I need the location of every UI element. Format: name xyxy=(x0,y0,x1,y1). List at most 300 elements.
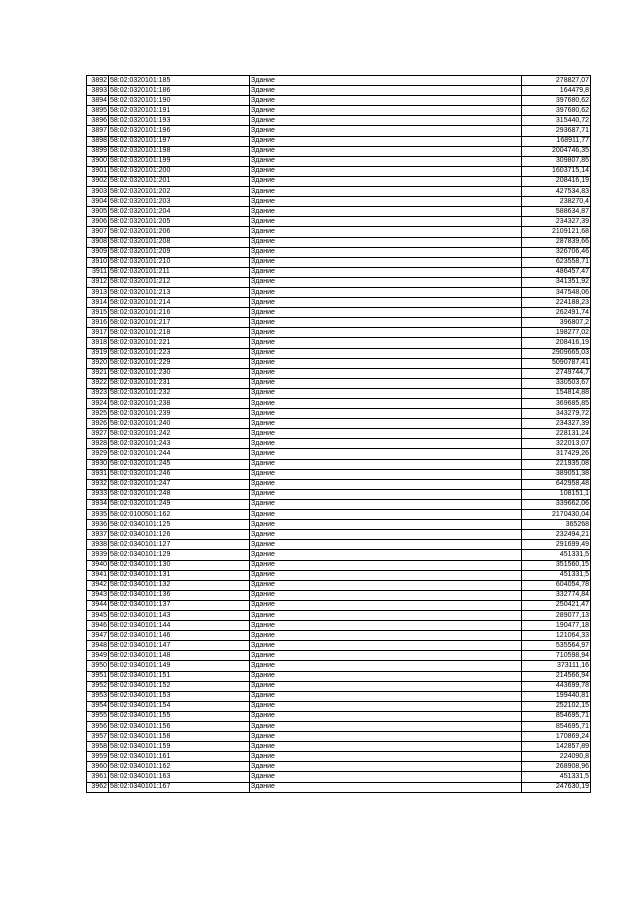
table-row xyxy=(87,499,591,509)
row-number-cell: 3913 xyxy=(87,287,109,297)
cadastral-number-cell: 58:02:0340101:132 xyxy=(109,580,250,590)
row-number-cell: 3947 xyxy=(87,631,109,641)
row-number-cell: 3916 xyxy=(87,318,109,328)
object-type-cell: Здание xyxy=(250,449,522,459)
object-type-cell: Здание xyxy=(250,287,522,297)
row-number-cell: 3962 xyxy=(87,782,109,792)
object-type-cell: Здание xyxy=(250,267,522,277)
row-number-cell: 3931 xyxy=(87,469,109,479)
cadastral-number-cell: 58:02:0320101:205 xyxy=(109,217,250,227)
cadastral-value-cell: 228131,24 xyxy=(522,429,591,439)
object-type-cell: Здание xyxy=(250,762,522,772)
cadastral-value-cell: 604054,78 xyxy=(522,580,591,590)
cadastral-value-cell: 351560,15 xyxy=(522,560,591,570)
object-type-cell: Здание xyxy=(250,782,522,792)
table-row xyxy=(87,772,591,782)
cadastral-number-cell: 58:02:0340101:130 xyxy=(109,560,250,570)
cadastral-value-cell: 278827,07 xyxy=(522,76,591,86)
table-row xyxy=(87,267,591,277)
cadastral-value-cell: 389051,38 xyxy=(522,469,591,479)
object-type-cell: Здание xyxy=(250,257,522,267)
cadastral-value-cell: 451331,5 xyxy=(522,570,591,580)
table-row xyxy=(87,681,591,691)
cadastral-value-cell: 854695,71 xyxy=(522,711,591,721)
cadastral-value-cell: 330503,67 xyxy=(522,378,591,388)
table-row xyxy=(87,106,591,116)
cadastral-value-cell: 315440,72 xyxy=(522,116,591,126)
object-type-cell: Здание xyxy=(250,742,522,752)
object-type-cell: Здание xyxy=(250,540,522,550)
cadastral-number-cell: 58:02:0320101:209 xyxy=(109,247,250,257)
row-number-cell: 3948 xyxy=(87,641,109,651)
row-number-cell: 3949 xyxy=(87,651,109,661)
table-row xyxy=(87,560,591,570)
cadastral-number-cell: 58:02:0320101:212 xyxy=(109,277,250,287)
row-number-cell: 3897 xyxy=(87,126,109,136)
object-type-cell: Здание xyxy=(250,732,522,742)
cadastral-value-cell: 224090,8 xyxy=(522,752,591,762)
object-type-cell: Здание xyxy=(250,722,522,732)
object-type-cell: Здание xyxy=(250,499,522,509)
cadastral-number-cell: 58:02:0340101:161 xyxy=(109,752,250,762)
table-row xyxy=(87,631,591,641)
cadastral-number-cell: 58:02:0340101:131 xyxy=(109,570,250,580)
object-type-cell: Здание xyxy=(250,631,522,641)
cadastral-value-cell: 443699,78 xyxy=(522,681,591,691)
cadastral-value-cell: 322013,07 xyxy=(522,439,591,449)
cadastral-number-cell: 58:02:0320101:213 xyxy=(109,287,250,297)
object-type-cell: Здание xyxy=(250,560,522,570)
table-row xyxy=(87,136,591,146)
cadastral-number-cell: 58:02:0320101:244 xyxy=(109,449,250,459)
table-row xyxy=(87,166,591,176)
table-row xyxy=(87,489,591,499)
cadastral-value-cell: 854695,71 xyxy=(522,722,591,732)
cadastral-number-cell: 58:02:0320101:196 xyxy=(109,126,250,136)
cadastral-value-cell: 396807,2 xyxy=(522,318,591,328)
cadastral-value-cell: 1603715,14 xyxy=(522,166,591,176)
object-type-cell: Здание xyxy=(250,358,522,368)
table-row xyxy=(87,156,591,166)
table-row xyxy=(87,378,591,388)
row-number-cell: 3915 xyxy=(87,308,109,318)
table-row xyxy=(87,197,591,207)
row-number-cell: 3934 xyxy=(87,499,109,509)
cadastral-number-cell: 58:02:0320101:242 xyxy=(109,429,250,439)
cadastral-value-cell: 2109121,68 xyxy=(522,227,591,237)
cadastral-number-cell: 58:02:0320101:238 xyxy=(109,399,250,409)
table-row xyxy=(87,388,591,398)
row-number-cell: 3894 xyxy=(87,96,109,106)
table-row xyxy=(87,520,591,530)
row-number-cell: 3922 xyxy=(87,378,109,388)
cadastral-value-cell: 309807,85 xyxy=(522,156,591,166)
table-row xyxy=(87,207,591,217)
table-row xyxy=(87,439,591,449)
cadastral-number-cell: 58:02:0320101:202 xyxy=(109,187,250,197)
object-type-cell: Здание xyxy=(250,661,522,671)
cadastral-number-cell: 58:02:0320101:210 xyxy=(109,257,250,267)
object-type-cell: Здание xyxy=(250,711,522,721)
row-number-cell: 3918 xyxy=(87,338,109,348)
row-number-cell: 3930 xyxy=(87,459,109,469)
table-row xyxy=(87,782,591,792)
table-row xyxy=(87,257,591,267)
cadastral-value-cell: 588634,87 xyxy=(522,207,591,217)
cadastral-value-cell: 238270,4 xyxy=(522,197,591,207)
cadastral-value-cell: 247630,19 xyxy=(522,782,591,792)
table-row xyxy=(87,449,591,459)
table-row xyxy=(87,237,591,247)
object-type-cell: Здание xyxy=(250,510,522,520)
cadastral-number-cell: 58:02:0340101:136 xyxy=(109,590,250,600)
cadastral-number-cell: 58:02:0100501:162 xyxy=(109,510,250,520)
row-number-cell: 3925 xyxy=(87,409,109,419)
cadastral-value-cell: 427534,83 xyxy=(522,187,591,197)
cadastral-value-cell: 170869,24 xyxy=(522,732,591,742)
object-type-cell: Здание xyxy=(250,86,522,96)
row-number-cell: 3898 xyxy=(87,136,109,146)
cadastral-value-cell: 293687,71 xyxy=(522,126,591,136)
object-type-cell: Здание xyxy=(250,338,522,348)
cadastral-value-cell: 373111,16 xyxy=(522,661,591,671)
table-row xyxy=(87,742,591,752)
row-number-cell: 3893 xyxy=(87,86,109,96)
cadastral-value-cell: 252102,15 xyxy=(522,701,591,711)
cadastral-number-cell: 58:02:0340101:127 xyxy=(109,540,250,550)
cadastral-value-cell: 234327,39 xyxy=(522,419,591,429)
row-number-cell: 3906 xyxy=(87,217,109,227)
cadastral-value-cell: 486457,47 xyxy=(522,267,591,277)
object-type-cell: Здание xyxy=(250,368,522,378)
cadastral-number-cell: 58:02:0320101:232 xyxy=(109,388,250,398)
cadastral-number-cell: 58:02:0320101:185 xyxy=(109,76,250,86)
cadastral-value-cell: 142857,89 xyxy=(522,742,591,752)
object-type-cell: Здание xyxy=(250,439,522,449)
cadastral-value-cell: 339662,06 xyxy=(522,499,591,509)
cadastral-value-cell: 397680,62 xyxy=(522,96,591,106)
cadastral-number-cell: 58:02:0340101:149 xyxy=(109,661,250,671)
table-row xyxy=(87,661,591,671)
table-row xyxy=(87,358,591,368)
row-number-cell: 3909 xyxy=(87,247,109,257)
row-number-cell: 3935 xyxy=(87,510,109,520)
cadastral-value-cell: 642958,48 xyxy=(522,479,591,489)
table-row xyxy=(87,86,591,96)
table-row xyxy=(87,711,591,721)
table-row xyxy=(87,641,591,651)
cadastral-value-cell: 198277,02 xyxy=(522,328,591,338)
table-row xyxy=(87,227,591,237)
cadastral-number-cell: 58:02:0320101:208 xyxy=(109,237,250,247)
cadastral-number-cell: 58:02:0340101:143 xyxy=(109,610,250,620)
object-type-cell: Здание xyxy=(250,651,522,661)
row-number-cell: 3946 xyxy=(87,621,109,631)
cadastral-value-cell: 291699,49 xyxy=(522,540,591,550)
object-type-cell: Здание xyxy=(250,641,522,651)
object-type-cell: Здание xyxy=(250,197,522,207)
cadastral-number-cell: 58:02:0320101:204 xyxy=(109,207,250,217)
row-number-cell: 3902 xyxy=(87,176,109,186)
table-row xyxy=(87,247,591,257)
row-number-cell: 3901 xyxy=(87,166,109,176)
table-row xyxy=(87,722,591,732)
object-type-cell: Здание xyxy=(250,146,522,156)
cadastral-number-cell: 58:02:0320101:247 xyxy=(109,479,250,489)
object-type-cell: Здание xyxy=(250,621,522,631)
row-number-cell: 3945 xyxy=(87,610,109,620)
object-type-cell: Здание xyxy=(250,277,522,287)
row-number-cell: 3961 xyxy=(87,772,109,782)
cadastral-number-cell: 58:02:0320101:193 xyxy=(109,116,250,126)
cadastral-number-cell: 58:02:0320101:229 xyxy=(109,358,250,368)
row-number-cell: 3907 xyxy=(87,227,109,237)
cadastral-number-cell: 58:02:0320101:243 xyxy=(109,439,250,449)
cadastral-value-cell: 2004746,35 xyxy=(522,146,591,156)
table-row xyxy=(87,752,591,762)
cadastral-value-cell: 168911,77 xyxy=(522,136,591,146)
table-row xyxy=(87,580,591,590)
object-type-cell: Здание xyxy=(250,378,522,388)
cadastral-value-cell: 108151,1 xyxy=(522,489,591,499)
cadastral-number-cell: 58:02:0320101:214 xyxy=(109,298,250,308)
row-number-cell: 3908 xyxy=(87,237,109,247)
cadastral-number-cell: 58:02:0320101:201 xyxy=(109,176,250,186)
row-number-cell: 3943 xyxy=(87,590,109,600)
table-row xyxy=(87,691,591,701)
row-number-cell: 3914 xyxy=(87,298,109,308)
cadastral-value-cell: 221935,08 xyxy=(522,459,591,469)
object-type-cell: Здание xyxy=(250,479,522,489)
cadastral-value-cell: 250421,47 xyxy=(522,600,591,610)
cadastral-number-cell: 58:02:0340101:137 xyxy=(109,600,250,610)
row-number-cell: 3932 xyxy=(87,479,109,489)
table-row xyxy=(87,459,591,469)
row-number-cell: 3940 xyxy=(87,560,109,570)
object-type-cell: Здание xyxy=(250,671,522,681)
table-row xyxy=(87,570,591,580)
object-type-cell: Здание xyxy=(250,489,522,499)
cadastral-value-cell: 623558,71 xyxy=(522,257,591,267)
row-number-cell: 3958 xyxy=(87,742,109,752)
row-number-cell: 3923 xyxy=(87,388,109,398)
row-number-cell: 3933 xyxy=(87,489,109,499)
object-type-cell: Здание xyxy=(250,136,522,146)
object-type-cell: Здание xyxy=(250,530,522,540)
table-row xyxy=(87,187,591,197)
row-number-cell: 3959 xyxy=(87,752,109,762)
object-type-cell: Здание xyxy=(250,419,522,429)
object-type-cell: Здание xyxy=(250,247,522,257)
object-type-cell: Здание xyxy=(250,116,522,126)
row-number-cell: 3912 xyxy=(87,277,109,287)
cadastral-value-cell: 154814,88 xyxy=(522,388,591,398)
object-type-cell: Здание xyxy=(250,520,522,530)
cadastral-number-cell: 58:02:0340101:152 xyxy=(109,681,250,691)
table-row xyxy=(87,308,591,318)
cadastral-number-cell: 58:02:0320101:203 xyxy=(109,197,250,207)
row-number-cell: 3927 xyxy=(87,429,109,439)
table-row xyxy=(87,762,591,772)
cadastral-value-cell: 451331,5 xyxy=(522,550,591,560)
cadastral-number-cell: 58:02:0320101:245 xyxy=(109,459,250,469)
cadastral-number-cell: 58:02:0320101:206 xyxy=(109,227,250,237)
object-type-cell: Здание xyxy=(250,106,522,116)
table-row xyxy=(87,126,591,136)
cadastral-value-cell: 326706,46 xyxy=(522,247,591,257)
object-type-cell: Здание xyxy=(250,681,522,691)
cadastral-number-cell: 58:02:0340101:144 xyxy=(109,621,250,631)
object-type-cell: Здание xyxy=(250,590,522,600)
cadastral-number-cell: 58:02:0320101:186 xyxy=(109,86,250,96)
row-number-cell: 3926 xyxy=(87,419,109,429)
row-number-cell: 3936 xyxy=(87,520,109,530)
table-row xyxy=(87,530,591,540)
cadastral-number-cell: 58:02:0320101:218 xyxy=(109,328,250,338)
object-type-cell: Здание xyxy=(250,328,522,338)
object-type-cell: Здание xyxy=(250,409,522,419)
cadastral-value-cell: 289077,13 xyxy=(522,610,591,620)
object-type-cell: Здание xyxy=(250,318,522,328)
object-type-cell: Здание xyxy=(250,187,522,197)
row-number-cell: 3892 xyxy=(87,76,109,86)
table-row xyxy=(87,419,591,429)
cadastral-number-cell: 58:02:0340101:156 xyxy=(109,722,250,732)
object-type-cell: Здание xyxy=(250,772,522,782)
object-type-cell: Здание xyxy=(250,550,522,560)
table-row xyxy=(87,96,591,106)
row-number-cell: 3956 xyxy=(87,722,109,732)
cadastral-value-cell: 164479,8 xyxy=(522,86,591,96)
object-type-cell: Здание xyxy=(250,388,522,398)
row-number-cell: 3920 xyxy=(87,358,109,368)
cadastral-value-cell: 343279,72 xyxy=(522,409,591,419)
cadastral-number-cell: 58:02:0340101:158 xyxy=(109,732,250,742)
object-type-cell: Здание xyxy=(250,580,522,590)
cadastral-value-cell: 369685,85 xyxy=(522,399,591,409)
row-number-cell: 3910 xyxy=(87,257,109,267)
cadastral-number-cell: 58:02:0320101:249 xyxy=(109,499,250,509)
object-type-cell: Здание xyxy=(250,126,522,136)
table-row xyxy=(87,651,591,661)
row-number-cell: 3941 xyxy=(87,570,109,580)
object-type-cell: Здание xyxy=(250,752,522,762)
cadastral-number-cell: 58:02:0340101:167 xyxy=(109,782,250,792)
cadastral-number-cell: 58:02:0320101:223 xyxy=(109,348,250,358)
table-row xyxy=(87,348,591,358)
row-number-cell: 3957 xyxy=(87,732,109,742)
cadastral-value-cell: 199440,81 xyxy=(522,691,591,701)
row-number-cell: 3921 xyxy=(87,368,109,378)
cadastral-number-cell: 58:02:0340101:153 xyxy=(109,691,250,701)
object-type-cell: Здание xyxy=(250,308,522,318)
cadastral-number-cell: 58:02:0340101:151 xyxy=(109,671,250,681)
row-number-cell: 3911 xyxy=(87,267,109,277)
row-number-cell: 3900 xyxy=(87,156,109,166)
table-row xyxy=(87,510,591,520)
cadastral-value-cell: 451331,5 xyxy=(522,772,591,782)
cadastral-number-cell: 58:02:0340101:129 xyxy=(109,550,250,560)
table-row xyxy=(87,610,591,620)
object-type-cell: Здание xyxy=(250,701,522,711)
row-number-cell: 3950 xyxy=(87,661,109,671)
cadastral-number-cell: 58:02:0320101:191 xyxy=(109,106,250,116)
cadastral-number-cell: 58:02:0320101:200 xyxy=(109,166,250,176)
table-row xyxy=(87,368,591,378)
cadastral-value-cell: 2749744,7 xyxy=(522,368,591,378)
row-number-cell: 3896 xyxy=(87,116,109,126)
cadastral-number-cell: 58:02:0320101:221 xyxy=(109,338,250,348)
object-type-cell: Здание xyxy=(250,298,522,308)
cadastral-value-cell: 317429,26 xyxy=(522,449,591,459)
row-number-cell: 3937 xyxy=(87,530,109,540)
cadastral-number-cell: 58:02:0340101:163 xyxy=(109,772,250,782)
cadastral-value-cell: 224188,23 xyxy=(522,298,591,308)
cadastral-number-cell: 58:02:0320101:231 xyxy=(109,378,250,388)
cadastral-number-cell: 58:02:0340101:146 xyxy=(109,631,250,641)
cadastral-number-cell: 58:02:0320101:190 xyxy=(109,96,250,106)
table-row xyxy=(87,671,591,681)
row-number-cell: 3895 xyxy=(87,106,109,116)
cadastral-number-cell: 58:02:0340101:147 xyxy=(109,641,250,651)
cadastral-value-cell: 214566,94 xyxy=(522,671,591,681)
cadastral-number-cell: 58:02:0320101:216 xyxy=(109,308,250,318)
object-type-cell: Здание xyxy=(250,237,522,247)
table-row xyxy=(87,318,591,328)
row-number-cell: 3899 xyxy=(87,146,109,156)
table-row xyxy=(87,469,591,479)
object-type-cell: Здание xyxy=(250,207,522,217)
row-number-cell: 3928 xyxy=(87,439,109,449)
row-number-cell: 3904 xyxy=(87,197,109,207)
table-row xyxy=(87,621,591,631)
object-type-cell: Здание xyxy=(250,429,522,439)
object-type-cell: Здание xyxy=(250,469,522,479)
table-row xyxy=(87,298,591,308)
cadastral-number-cell: 58:02:0320101:217 xyxy=(109,318,250,328)
cadastral-number-cell: 58:02:0340101:162 xyxy=(109,762,250,772)
row-number-cell: 3952 xyxy=(87,681,109,691)
object-type-cell: Здание xyxy=(250,691,522,701)
table-row xyxy=(87,590,591,600)
row-number-cell: 3903 xyxy=(87,187,109,197)
row-number-cell: 3960 xyxy=(87,762,109,772)
cadastral-value-cell: 190477,18 xyxy=(522,621,591,631)
row-number-cell: 3942 xyxy=(87,580,109,590)
cadastral-number-cell: 58:02:0320101:199 xyxy=(109,156,250,166)
cadastral-value-cell: 710598,94 xyxy=(522,651,591,661)
object-type-cell: Здание xyxy=(250,600,522,610)
table-row xyxy=(87,328,591,338)
object-type-cell: Здание xyxy=(250,96,522,106)
cadastral-number-cell: 58:02:0320101:197 xyxy=(109,136,250,146)
cadastral-number-cell: 58:02:0340101:154 xyxy=(109,701,250,711)
cadastral-number-cell: 58:02:0320101:198 xyxy=(109,146,250,156)
cadastral-number-cell: 58:02:0320101:239 xyxy=(109,409,250,419)
cadastral-value-cell: 535564,97 xyxy=(522,641,591,651)
cadastral-value-cell: 232494,21 xyxy=(522,530,591,540)
cadastral-value-cell: 262491,74 xyxy=(522,308,591,318)
object-type-cell: Здание xyxy=(250,76,522,86)
registry-body xyxy=(87,76,591,793)
cadastral-number-cell: 58:02:0340101:155 xyxy=(109,711,250,721)
table-row xyxy=(87,399,591,409)
cadastral-value-cell: 121064,33 xyxy=(522,631,591,641)
table-row xyxy=(87,701,591,711)
table-row xyxy=(87,732,591,742)
cadastral-value-cell: 341351,92 xyxy=(522,277,591,287)
row-number-cell: 3955 xyxy=(87,711,109,721)
